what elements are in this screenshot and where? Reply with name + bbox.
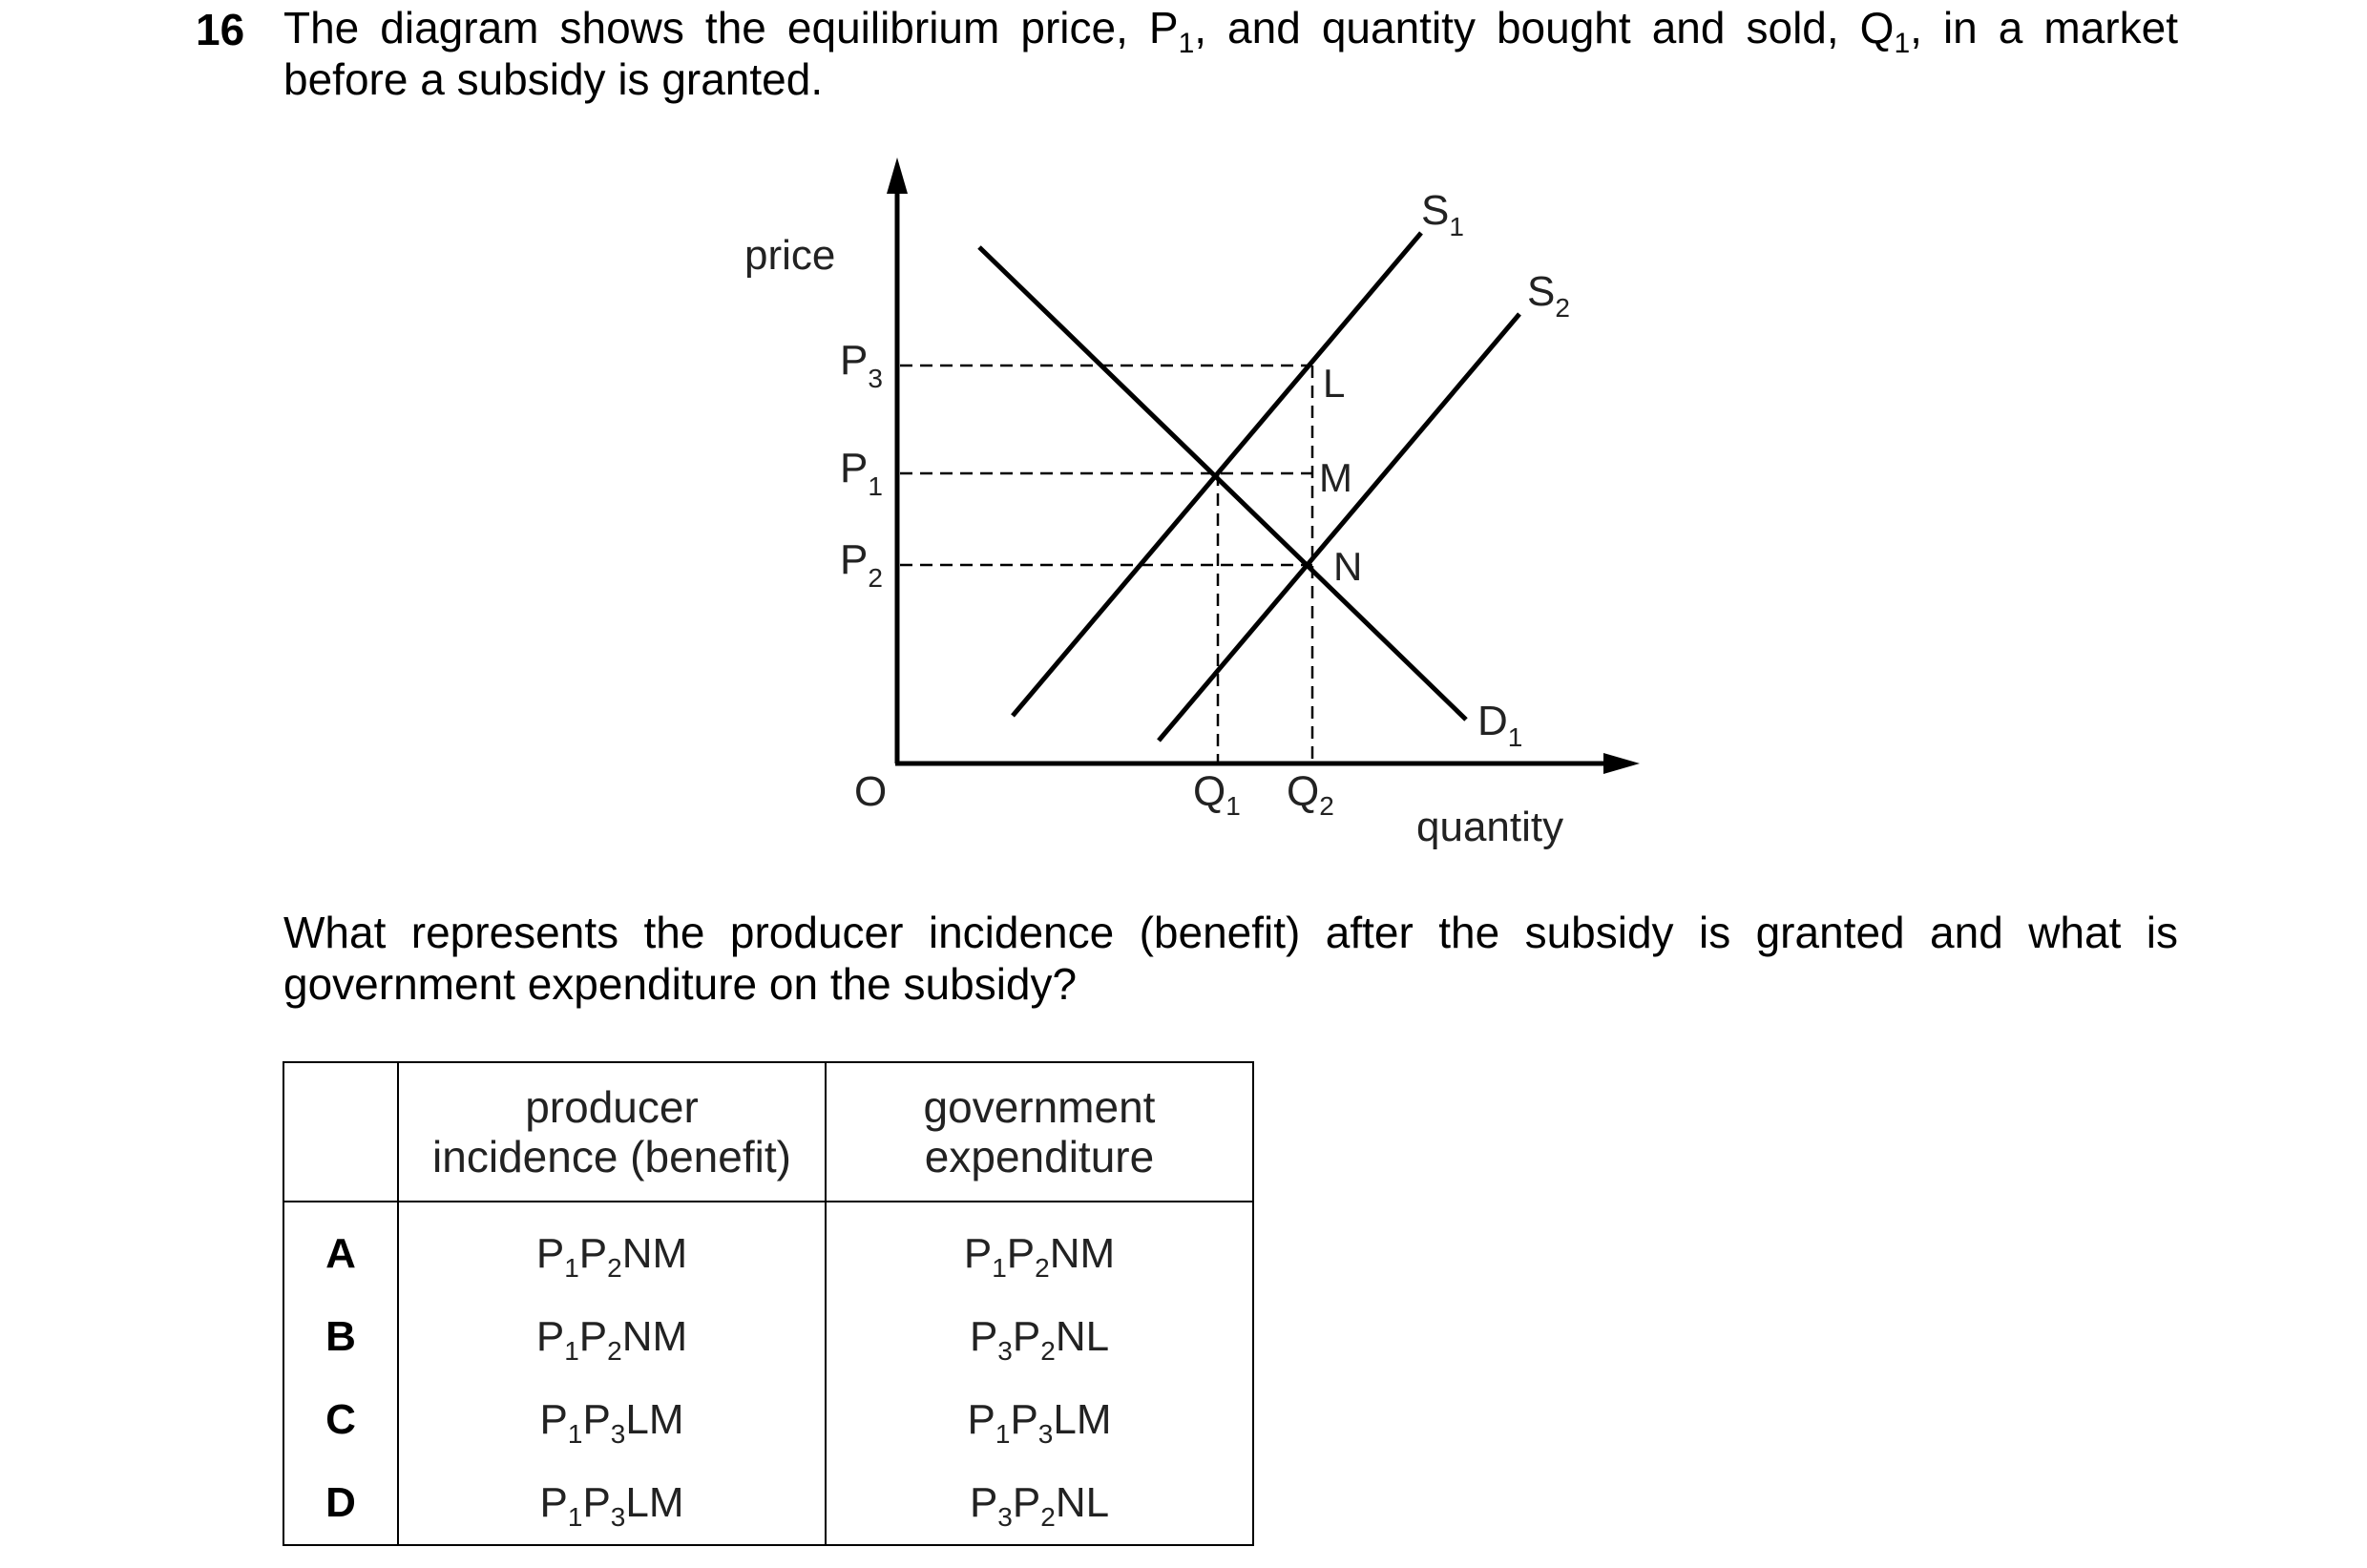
header-blank-cell [283,1062,398,1202]
table-row[interactable] [283,1295,1253,1378]
y-axis-arrow [887,157,908,194]
option-c-government: $P_1P_3LM$ [826,1378,1253,1461]
point-m-label: M [1319,455,1352,500]
option-letter-d[interactable]: D [283,1461,398,1545]
p2-label: $P_2$ [840,536,883,593]
option-letter-c[interactable]: C [283,1378,398,1461]
table-header-row [283,1062,1253,1202]
x-axis-arrow [1603,753,1640,774]
s2-label: $S_2$ [1527,268,1570,323]
option-b-producer: $P_1P_2NM$ [398,1295,826,1378]
s1-label: $S_1$ [1421,187,1464,241]
table-row[interactable] [283,1202,1253,1295]
option-a-producer: $P_1P_2NM$ [398,1202,826,1295]
p1-label: $P_1$ [840,445,883,501]
table-row[interactable] [283,1461,1253,1545]
option-letter-b[interactable]: B [283,1295,398,1378]
y-axis-label: price [744,232,836,279]
option-letter-a[interactable]: A [283,1202,398,1295]
d1-label: $D_1$ [1477,698,1523,752]
option-c-producer: $P_1P_3LM$ [398,1378,826,1461]
table-row[interactable] [283,1378,1253,1461]
question-prompt-text: What represents the producer incidence (benefit) after the subsidy is granted and what is government expenditure on the subsidy? [283,908,2178,1009]
q1-label: $Q_1$ [1193,768,1241,821]
guide-lines [900,366,1312,762]
header-producer-incidence: producer incidence (benefit) [398,1062,826,1202]
point-l-label: L [1323,361,1346,406]
option-b-government: $P_3P_2NL$ [826,1295,1253,1378]
question-intro-text: The diagram shows the equilibrium price, $P_1$, and quantity bought and sold, $Q_1$, in a market before a subsidy is granted. [283,3,2178,104]
origin-label: O [854,768,888,815]
q2-label: $Q_2$ [1287,768,1334,821]
option-d-government: $P_3P_2NL$ [826,1461,1253,1545]
p3-label: $P_3$ [840,337,883,393]
x-axis-label: quantity [1416,804,1564,850]
answer-options-table [283,1061,1254,1546]
question-number: 16 [196,5,245,54]
demand-curve-d1 [979,247,1466,720]
option-d-producer: $P_1P_3LM$ [398,1461,826,1545]
point-n-label: N [1333,544,1363,589]
option-a-government: $P_1P_2NM$ [826,1202,1253,1295]
header-government-expenditure: government expenditure [826,1062,1253,1202]
